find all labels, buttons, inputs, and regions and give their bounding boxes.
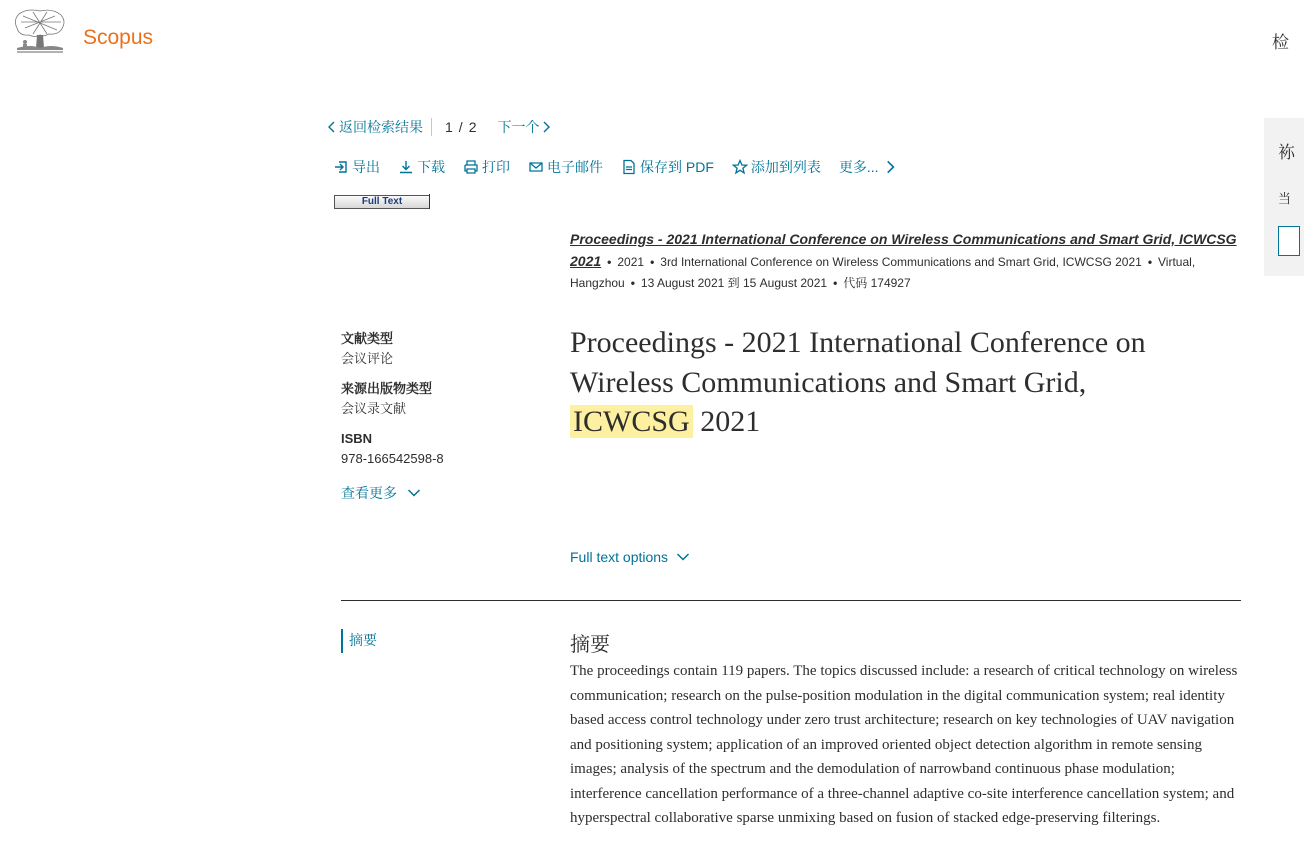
next-result-label: 下一个 [497, 119, 540, 135]
elsevier-tree-logo[interactable] [13, 8, 67, 54]
print-label: 打印 [482, 159, 510, 175]
source-type-label: 来源出版物类型 [341, 381, 433, 396]
full-text-options-label: Full text options [570, 549, 669, 565]
add-to-list-button[interactable] [732, 157, 821, 177]
more-actions-button[interactable] [839, 157, 898, 177]
page-total: 2 [468, 119, 477, 135]
email-icon [528, 159, 544, 175]
add-to-list-label: 添加到列表 [750, 159, 821, 175]
conference-name: 3rd International Conference on Wireless Communications and Smart Grid, ICWCSG 2021 [660, 255, 1142, 269]
side-panel-button[interactable] [1278, 226, 1300, 256]
page-title [570, 323, 1250, 442]
title-text: Proceedings - 2021 International Conference on Wireless Communications and Smart Grid, [570, 326, 1146, 399]
separator-dot: • [650, 255, 655, 269]
nav-divider [431, 118, 432, 136]
back-to-results-link[interactable] [327, 117, 423, 137]
doc-type-value: 会议评论 [341, 351, 394, 366]
print-icon [463, 159, 479, 175]
star-icon [732, 159, 748, 175]
separator-dot: • [607, 255, 612, 269]
full-text-button[interactable]: Full Text [334, 195, 430, 209]
pager [442, 119, 479, 135]
side-panel [1264, 118, 1304, 276]
abstract-nav-link[interactable]: 摘要 [341, 629, 377, 653]
section-divider [341, 600, 1241, 601]
doc-type-label: 文献类型 [341, 331, 394, 346]
chevron-down-icon [676, 552, 690, 562]
back-to-results-label: 返回检索结果 [339, 119, 423, 135]
brand-name[interactable]: Scopus [83, 26, 154, 49]
side-panel-text: 当 [1278, 191, 1292, 206]
abstract-text: The proceedings contain 119 papers. The topics discussed include: a research of critical technology on wireless communication; research on the pulse-position modulation in the digital communication system; real identity based access control technology under zero trust architecture; research on key technologies of UAV navigation and positioning system; application of an improved oriented object detection algorithm in remote sensing images; analysis of the spectrum and the demodulation of narrowband continuous phase modulation; interference cancellation performance of a three-channel adaptive co-site interference cancellation system; and hyperspectral collaborative sparse unmixing based on fusion of stacked edge-preserving filterings. [570, 663, 1238, 826]
pdf-icon [621, 159, 637, 175]
document-metadata [341, 329, 541, 503]
save-pdf-label: 保存到 PDF [640, 159, 714, 175]
download-button[interactable] [398, 157, 445, 177]
isbn-label: ISBN [341, 431, 373, 446]
title-year: 2021 [700, 405, 761, 438]
email-button[interactable] [528, 157, 603, 177]
text-cursor [429, 194, 430, 209]
page-separator: / [458, 119, 463, 135]
next-result-link[interactable] [497, 117, 551, 137]
download-icon [398, 159, 414, 175]
full-text-options-button[interactable] [570, 549, 690, 565]
chevron-right-icon [882, 159, 898, 175]
export-icon [333, 159, 349, 175]
top-right-menu-item[interactable]: 检 [1272, 33, 1289, 52]
download-label: 下载 [417, 159, 445, 175]
source-info [570, 229, 1240, 294]
see-more-link[interactable] [341, 483, 541, 503]
separator-dot: • [630, 276, 635, 290]
chevron-right-icon [541, 121, 551, 133]
source-type-value: 会议录文献 [341, 401, 407, 416]
save-pdf-button[interactable] [621, 157, 714, 177]
separator-dot: • [833, 276, 838, 290]
isbn-value: 978-166542598-8 [341, 451, 444, 466]
email-label: 电子邮件 [547, 159, 603, 175]
conference-code: 代码 174927 [843, 276, 911, 290]
export-label: 导出 [352, 159, 380, 175]
chevron-left-icon [327, 121, 337, 133]
title-highlight: ICWCSG [570, 405, 693, 438]
conference-location: Virtual, Hangzhou [570, 255, 1196, 290]
document-toolbar [333, 156, 916, 178]
see-more-label: 查看更多 [341, 485, 397, 501]
conference-dates: 13 August 2021 到 15 August 2021 [640, 276, 828, 290]
source-title-link[interactable]: Proceedings - 2021 International Conference on Wireless Communications and Smart Grid, ICWCSG 2021 [570, 231, 1237, 269]
source-year: 2021 [617, 255, 645, 269]
separator-dot: • [1147, 255, 1153, 269]
result-navigation [327, 117, 551, 137]
page-current: 1 [445, 119, 453, 135]
export-button[interactable] [333, 157, 380, 177]
print-button[interactable] [463, 157, 510, 177]
chevron-down-icon [407, 488, 421, 498]
abstract-heading: 摘要 [570, 634, 610, 656]
side-panel-heading: 袮 [1278, 143, 1295, 162]
more-actions-label: 更多... [838, 159, 879, 175]
